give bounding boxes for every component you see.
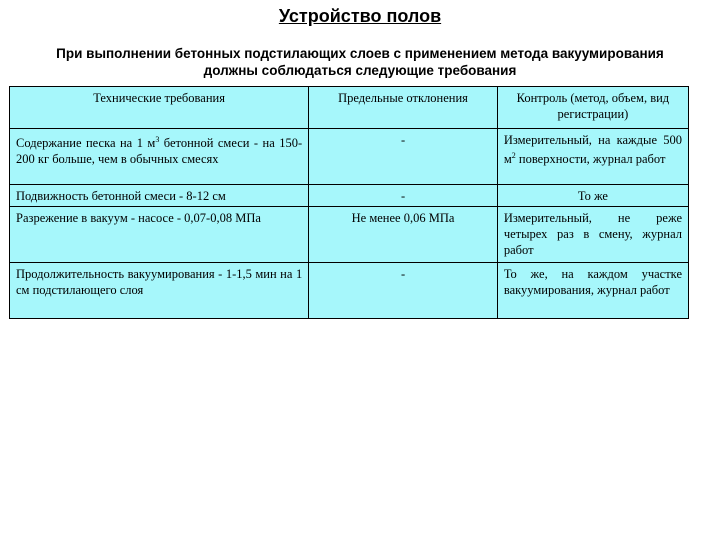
page-title-text: Устройство полов xyxy=(278,6,442,26)
page-subtitle: При выполнении бетонных подстилающих слоев с применением метода вакуумирования должны соблюдаться следующие требования xyxy=(56,46,664,78)
requirements-table xyxy=(9,86,689,319)
cell-deviation: - xyxy=(309,263,498,319)
table-row xyxy=(10,207,689,263)
cell-control: То же xyxy=(497,185,688,207)
cell-requirement: Содержание песка на 1 $м^3$ бетонной смеси - на 150-200 кг больше, чем в обычных смесях xyxy=(10,129,309,185)
table-row xyxy=(10,185,689,207)
cell-requirement: Продолжительность вакуумирования - 1-1,5 мин на 1 см подстилающего слоя xyxy=(10,263,309,319)
cell-control: То же, на каждом участке вакуумирования, журнал работ xyxy=(497,263,688,319)
page-title xyxy=(0,6,720,27)
cell-requirement: Подвижность бетонной смеси - 8-12 см xyxy=(10,185,309,207)
table-header-row xyxy=(10,87,689,129)
table-row xyxy=(10,263,689,319)
cell-deviation: - xyxy=(309,185,498,207)
cell-deviation: - xyxy=(309,129,498,185)
table-row xyxy=(10,129,689,185)
cell-control: Измерительный, на каждые 500 $м^2$ поверхности, журнал работ xyxy=(497,129,688,185)
header-control: Контроль (метод, объем, вид регистрации) xyxy=(497,87,688,129)
header-requirements: Технические требования xyxy=(10,87,309,129)
cell-control: Измерительный, не реже четырех раз в смену, журнал работ xyxy=(497,207,688,263)
cell-requirement: Разрежение в вакуум - насосе - 0,07-0,08 МПа xyxy=(10,207,309,263)
cell-deviation: Не менее 0,06 МПа xyxy=(309,207,498,263)
header-deviations: Предельные отклонения xyxy=(309,87,498,129)
